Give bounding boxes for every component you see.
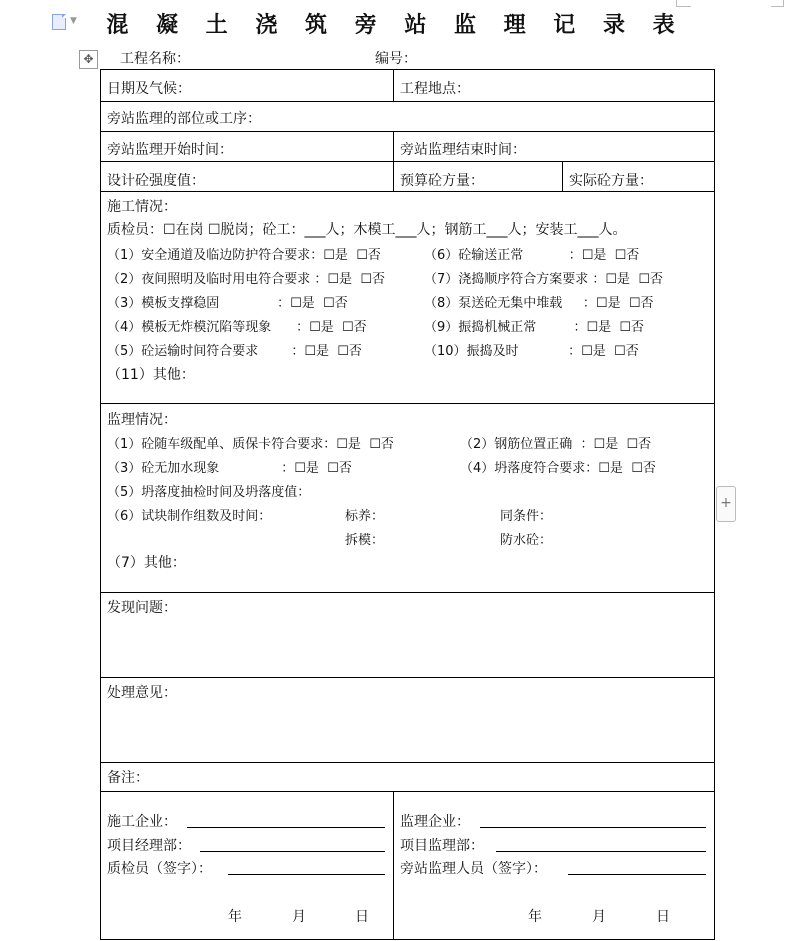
list-item: （3）砼无加水现象 ：☐是 ☐否 (107, 461, 352, 476)
list-item: （3）模板支撑稳固 ：☐是 ☐否 (107, 296, 348, 311)
other-label: （11）其他： (107, 367, 195, 383)
list-item: （2）钢筋位置正确 ：☐是 ☐否 (460, 437, 652, 452)
supervision-company-label: 监理企业： (400, 814, 470, 830)
demould-label: 拆模： (345, 533, 385, 548)
standard-label: 标养： (345, 509, 385, 524)
design-strength-label: 设计砼强度值： (107, 173, 205, 189)
supervisor-sign-label: 旁站监理人员（签字）： (400, 861, 547, 877)
number-label: 编号： (375, 51, 417, 67)
signature-line (228, 874, 385, 875)
supervision-dept-label: 项目监理部： (400, 838, 484, 854)
date-weather-label: 日期及气候： (107, 81, 191, 97)
staff-line: 质检员：☐在岗 ☐脱岗；砼工：___人；木模工___人；钢筋工___人；安装工___人。 (107, 222, 627, 238)
list-item: （8）泵送砼无集中堆载 ：☐是 ☐否 (424, 296, 654, 311)
project-dept-label: 项目经理部： (107, 838, 191, 854)
project-name-label: 工程名称： (120, 51, 190, 67)
issues-label: 发现问题： (107, 600, 177, 616)
list-item: （4）坍落度符合要求：☐是 ☐否 (460, 461, 656, 476)
list-item: （5）坍落度抽检时间及坍落度值： (107, 485, 311, 500)
budget-volume-label: 预算砼方量： (400, 173, 484, 189)
month-label: 月 (292, 909, 306, 925)
list-item: （7）其他： (107, 555, 186, 571)
part-label: 旁站监理的部位或工序： (107, 111, 261, 127)
signature-line (568, 874, 706, 875)
remarks-label: 备注： (107, 770, 149, 786)
construction-company-label: 施工企业： (107, 814, 177, 830)
signature-line (480, 827, 706, 828)
list-item: （5）砼运输时间符合要求 ：☐是 ☐否 (107, 344, 362, 359)
table-move-handle-icon[interactable]: ✥ (79, 50, 98, 69)
list-item: （4）模板无炸模沉陷等现象 ：☐是 ☐否 (107, 320, 367, 335)
day-label: 日 (355, 909, 369, 925)
year-label: 年 (528, 909, 542, 925)
signature-line (496, 851, 706, 852)
day-label: 日 (656, 909, 670, 925)
month-label: 月 (592, 909, 606, 925)
list-item: （10）振捣及时 ：☐是 ☐否 (424, 344, 639, 359)
list-item: （1）砼随车级配单、质保卡符合要求：☐是 ☐否 (107, 437, 394, 452)
inspector-sign-label: 质检员（签字）： (107, 861, 212, 877)
list-item: （7）浇捣顺序符合方案要求 ：☐是 ☐否 (424, 272, 663, 287)
actual-volume-label: 实际砼方量： (569, 173, 653, 189)
add-plus-icon[interactable]: + (716, 486, 736, 522)
list-item: （9）振捣机械正常 ：☐是 ☐否 (424, 320, 645, 335)
start-time-label: 旁站监理开始时间： (107, 142, 233, 158)
same-condition-label: 同条件： (500, 509, 553, 524)
list-item: （6）试块制作组数及时间： (107, 509, 272, 524)
page-corner-mark (676, 0, 691, 7)
list-item: （6）砼输送正常 ：☐是 ☐否 (424, 248, 640, 263)
supervision-heading: 监理情况： (107, 412, 177, 428)
construction-heading: 施工情况： (107, 199, 177, 215)
chevron-down-icon[interactable]: ▼ (70, 16, 77, 26)
opinion-label: 处理意见： (107, 685, 177, 701)
signature-line (200, 851, 385, 852)
location-label: 工程地点： (400, 81, 470, 97)
list-item: （2）夜间照明及临时用电符合要求 ：☐是 ☐否 (107, 272, 385, 287)
waterproof-label: 防水砼： (500, 533, 553, 548)
signature-line (187, 827, 385, 828)
page-corner-mark (771, 0, 784, 7)
year-label: 年 (228, 909, 242, 925)
list-item: （1）安全通道及临边防护符合要求：☐是 ☐否 (107, 248, 381, 263)
page-title: 混 凝 土 浇 筑 旁 站 监 理 记 录 表 (106, 13, 685, 38)
end-time-label: 旁站监理结束时间： (400, 142, 526, 158)
